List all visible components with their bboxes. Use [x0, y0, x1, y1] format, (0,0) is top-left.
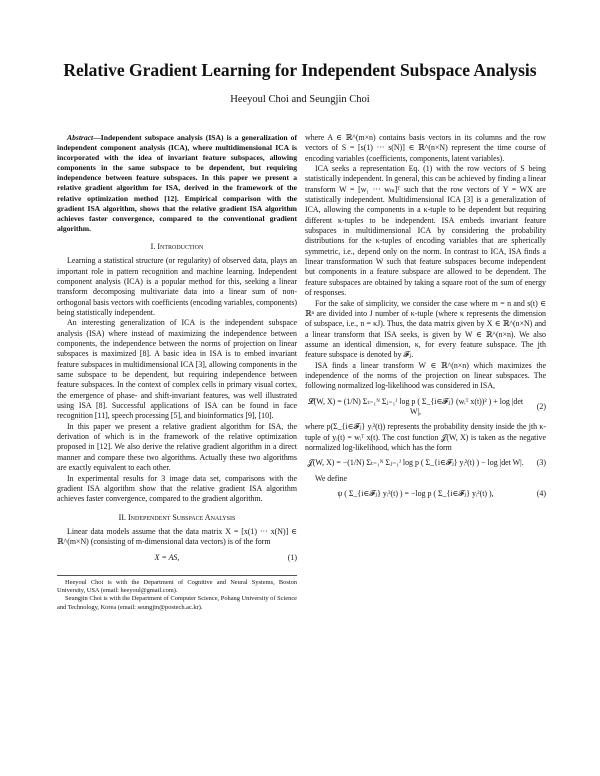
right-paragraph-1: where A ∈ ℝ^(m×n) contains basis vectors in its columns and the row vectors of S = [s(1) ··· s(N)] ∈ ℝ^(n×N) represent the time course of encoding variables (coefficients, components, latent variables). — [305, 133, 546, 163]
intro-paragraph-2: An interesting generalization of ICA is the independent subspace analysis (ISA) where instead of maximizing the independence between components, the independence between the norms of projection on linear subspaces is maximized [8]. A basic idea in ISA is to embed invariant feature subspaces in multidimensional ICA [3], allowing components in the same subspace to be dependent, but requiring independence between feature subspaces. In the context of complex cells in primary visual cortex, the emergence of phase- and shift-invariant features, was well illustrated using ISA [8]. Successful applications of ISA can be found in face recognition [11], speech processing [5], and bioinformatics [9], [10]. — [57, 318, 297, 421]
abstract — [57, 133, 297, 234]
equation-2 — [305, 397, 546, 418]
right-paragraph-5: where p(Σ_{i∈𝓕ⱼ} yᵢ²(t)) represents the probability density inside the jth κ-tuple of yᵢ(t) = wᵢᵀ x(t). The cost function 𝒥(W, X) is taken as the negative normalized log-likelihood, which has the form — [305, 422, 546, 452]
equation-2-number: (2) — [536, 401, 546, 411]
right-paragraph-3: For the sake of simplicity, we consider the case where m = n and s(t) ∈ ℝⁿ are divided into J number of κ-tuple (where κ represents the dimension of subspace, i.e., n = κJ). Thus, the data matrix given by X ∈ ℝ^(n×N) and a linear transform that ISA seeks, is given by W ∈ ℝ^(n×n). We also assume an identical dimension, κ, for every feature subspace. The jth feature subspace is denoted by 𝓕ⱼ. — [305, 298, 546, 360]
intro-paragraph-1: Learning a statistical structure (or regularity) of observed data, plays an important role in pattern recognition and machine learning. Independent component analysis (ICA) is a popular method for this, seeking a linear transform decomposing multivariate data into a linear sum of non-orthogonal basis vectors with coefficients (encoding variables, components) being statistically independent. — [57, 256, 298, 317]
isa-paragraph-1: Linear data models assume that the data matrix X = [x(1) ··· x(N)] ∈ ℝ^(m×N) (consisting of m-dimensional data vectors) is of the form — [57, 526, 297, 547]
section-heading-introduction: I. Introduction — [150, 241, 204, 251]
intro-paragraph-3: In this paper we present a relative gradient algorithm for ISA, the derivation of which is in the framework of the relative optimization proposed in [12]. We also derive the relative gradient algorithm in a direct manner and compare these two algorithms. Actually these two algorithms are exactly equivalent to each other. — [57, 421, 297, 473]
footnotes — [57, 575, 297, 612]
abstract-dash: — — [93, 133, 101, 142]
section-heading-isa: II. Independent Subspace Analysis — [118, 512, 236, 522]
abstract-text: Independent subspace analysis (ISA) is a generalization of independent component analysis (ICA), where multidimensional ICA is incorporated with the idea of invariant feature subspaces, allowing components in the same subspace to be dependent, but requiring independence between feature subspaces. In this paper we present a relative gradient algorithm for ISA, derived in the framework of the relative optimization method [12]. Empirical comparison with the gradient ISA algorithm, shows that the relative gradient ISA algorithm achieves faster convergence, compared to the conventional gradient algorithm. — [57, 133, 297, 233]
equation-4 — [305, 489, 546, 499]
define-text: We define — [315, 473, 348, 483]
equation-4-body: ψ ( Σ_{i∈𝓕ⱼ} yᵢ²(t) ) = −log p ( Σ_{i∈𝓕ⱼ} yᵢ²(t) ), — [337, 489, 494, 498]
footnote-1: Heeyoul Choi is with the Department of Cognitive and Neural Systems, Boston University, USA (email: heeyoul@gmail.com). — [57, 578, 297, 595]
equation-3-lhs: 𝒥(W, X) — [307, 458, 335, 468]
right-paragraph-2: ICA seeks a representation Eq. (1) with the row vectors of S being statistically independent. In general, this can be achieved by finding a linear transform W = [w₁ ··· wₘ]ᵀ such that the row vectors of Y = WX are statistically independent. Multidimensional ICA [3] is a generalization of ICA, allowing the components in a κ-tuple to be dependent but requiring different κ-tuples to be independent. ISA embeds invariant feature subspaces in multidimensional ICA by considering the probability distributions for the κ-tuples of encoding variables that are spherically symmetric, i.e., depend only on the norm. In contrast to ICA, ISA finds a linear transformation W such that feature subspaces become independent but components in a feature subspace are allowed to be dependent. The feature subspaces are obtained by taking a square root of the sum of energy of responses. — [305, 164, 546, 298]
equation-2-lhs: 𝓛(W, X) — [307, 396, 336, 406]
footnote-2: Seungjin Choi is with the Department of Computer Science, Pohang University of Science and Technology, Korea (email: seungjin@postech.ac.kr). — [57, 595, 297, 611]
equation-2-rhs: = (1/N) Σₜ₌₁ᴺ Σⱼ₌₁ᴶ log p ( Σ_{i∈𝓕ⱼ} (wᵢᵀ x(t))² ) + log |det W|, — [337, 396, 524, 416]
equation-1-number: (1) — [287, 552, 297, 562]
equation-1-body: X = AS, — [154, 552, 180, 562]
equation-3-rhs: = −(1/N) Σₜ₌₁ᴺ Σⱼ₌₁ᴶ log p ( Σ_{i∈𝓕ⱼ} yᵢ²(t) ) − log |det W|. — [336, 458, 524, 468]
equation-4-number: (4) — [536, 489, 546, 498]
left-column — [57, 133, 297, 612]
paper-authors: Heeyoul Choi and Seungjin Choi — [230, 94, 370, 105]
paper-title: Relative Gradient Learning for Independent Subspace Analysis — [63, 60, 537, 80]
equation-3-number: (3) — [536, 458, 546, 468]
right-paragraph-4: ISA finds a linear transform W ∈ ℝ^(n×n) which maximizes the independence of the norms of the projection on linear subspaces. The following normalized log-likelihood was considered in ISA, — [305, 360, 546, 391]
intro-paragraph-4: In experimental results for 3 image data set, comparisons with the gradient ISA algorithm show that the relative gradient ISA algorithm achieves faster convergence, compared to the gradient algorithm. — [57, 473, 297, 504]
right-column — [305, 133, 546, 504]
equation-1 — [57, 553, 297, 563]
equation-3 — [305, 458, 546, 468]
equation-3-body — [305, 458, 526, 468]
abstract-label: Abstract — [67, 133, 94, 142]
equation-2-body — [305, 397, 526, 418]
